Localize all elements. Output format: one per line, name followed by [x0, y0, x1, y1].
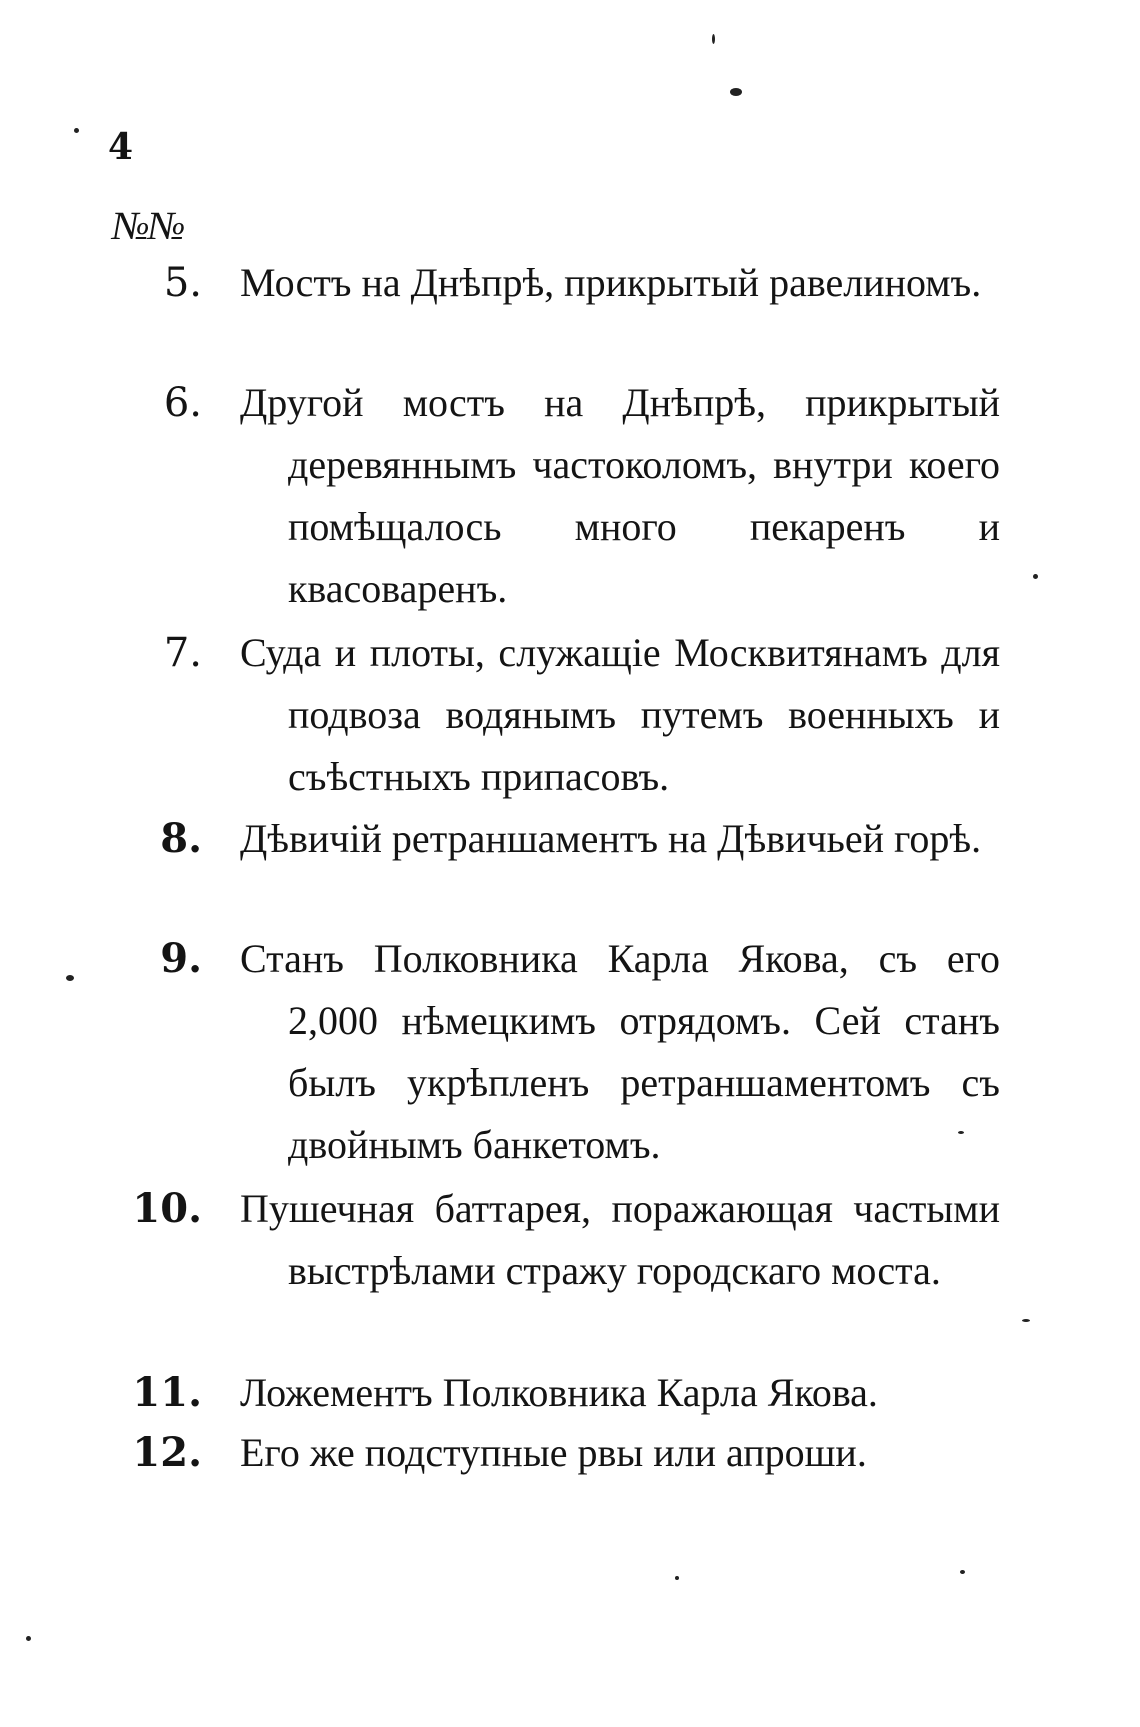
entry-text: Ложементъ Полковника Карла Якова.	[240, 1370, 878, 1415]
entry-number: 5.	[163, 260, 202, 306]
numero-heading: №№	[112, 203, 184, 248]
scan-speck	[958, 1131, 964, 1134]
scan-speck	[1033, 574, 1038, 579]
scan-speck	[675, 1576, 679, 1580]
entry-text: Пушечная баттарея, поражающая частыми выстрѣлами стражу городскаго моста.	[240, 1186, 1000, 1293]
entry-number: 6.	[163, 380, 202, 426]
entry-number: 9.	[160, 935, 202, 982]
entry-number: 10.	[132, 1185, 202, 1232]
entry-text: Суда и плоты, служащіе Москвитянамъ для подвоза водянымъ путемъ военныхъ и съѣстныхъ припасовъ.	[240, 630, 1000, 799]
scan-speck	[1022, 1319, 1030, 1322]
scan-speck	[712, 34, 715, 44]
scan-speck	[26, 1636, 31, 1641]
entry-number: 12.	[132, 1429, 202, 1476]
scan-speck	[66, 975, 74, 981]
entry-text: Его же подступные рвы или апроши.	[240, 1430, 867, 1475]
scan-speck	[74, 128, 79, 133]
entry-text: Дѣвичій ретраншаментъ на Дѣвичьей горѣ.	[240, 816, 982, 861]
scan-speck	[730, 88, 742, 96]
entry-text: Другой мостъ на Днѣпрѣ, прикрытый деревяннымъ частоколомъ, внутри коего помѣщалось много пекаренъ и квасоваренъ.	[240, 380, 1000, 611]
entry-text: Станъ Полковника Карла Якова, съ его 2,000 нѣмецкимъ отрядомъ. Сей станъ былъ укрѣпленъ ретраншаментомъ съ двойнымъ банкетомъ.	[240, 936, 1000, 1167]
page-number: 4	[108, 126, 134, 168]
entry-number: 7.	[163, 630, 202, 676]
entry-number: 11.	[132, 1369, 202, 1416]
entry-number: 8.	[160, 815, 202, 862]
scan-speck	[960, 1570, 965, 1574]
entry-text: Мостъ на Днѣпрѣ, прикрытый равелиномъ.	[240, 260, 982, 305]
